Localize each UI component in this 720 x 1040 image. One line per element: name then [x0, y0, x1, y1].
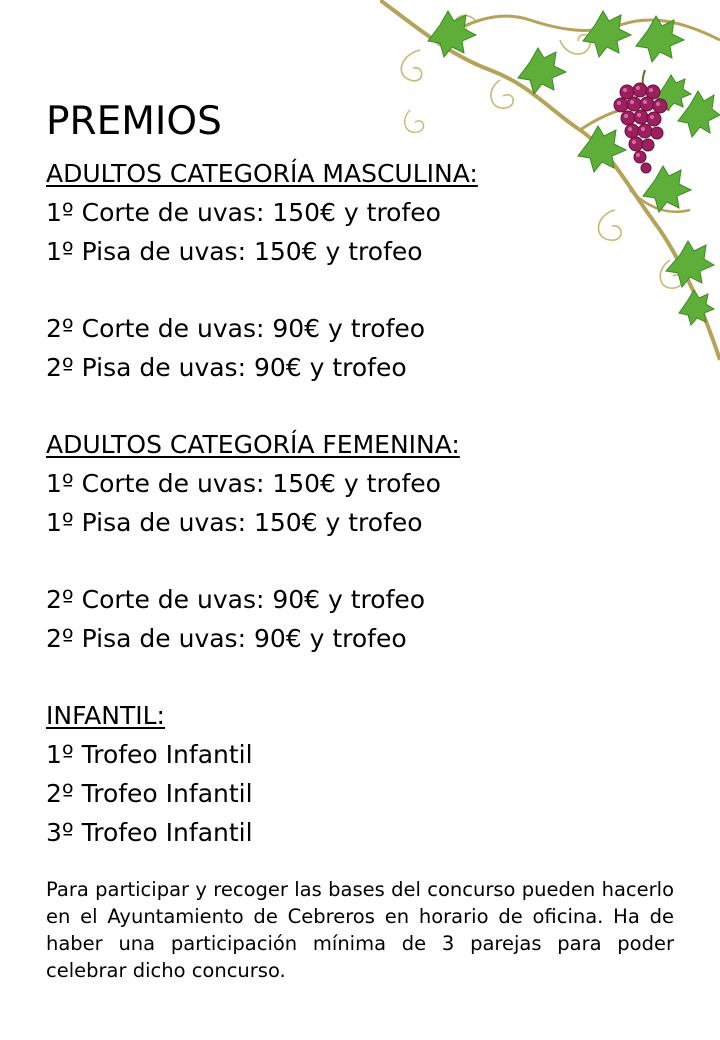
prize-line: 2º Trofeo Infantil: [46, 779, 253, 808]
section-heading-children: INFANTIL:: [46, 701, 165, 730]
prize-line: 1º Corte de uvas: 150€ y trofeo: [46, 198, 441, 227]
prize-line: 3º Trofeo Infantil: [46, 818, 253, 847]
prize-line: 1º Corte de uvas: 150€ y trofeo: [46, 469, 441, 498]
spacer: [46, 271, 676, 309]
spacer: [46, 387, 676, 425]
page-title: PREMIOS: [46, 99, 222, 144]
prize-list: [46, 96, 676, 984]
prize-line: 1º Pisa de uvas: 150€ y trofeo: [46, 508, 423, 537]
prize-line: 2º Corte de uvas: 90€ y trofeo: [46, 314, 426, 343]
prize-line: 2º Pisa de uvas: 90€ y trofeo: [46, 624, 407, 653]
spacer: [46, 542, 676, 580]
prize-line: 1º Pisa de uvas: 150€ y trofeo: [46, 237, 423, 266]
prize-line: 1º Trofeo Infantil: [46, 740, 253, 769]
prize-line: 2º Pisa de uvas: 90€ y trofeo: [46, 353, 407, 382]
participation-note: Para participar y recoger las bases del concurso pueden hacerlo en el Ayuntamiento de Cebreros en horario de oficina. Ha de haber una participación mínima de 3 parejas para poder celebrar dicho concurso.: [46, 878, 674, 982]
section-heading-female: ADULTOS CATEGORÍA FEMENINA:: [46, 430, 460, 459]
prize-line: 2º Corte de uvas: 90€ y trofeo: [46, 585, 426, 614]
section-heading-male: ADULTOS CATEGORÍA MASCULINA:: [46, 159, 478, 188]
spacer: [46, 658, 676, 696]
